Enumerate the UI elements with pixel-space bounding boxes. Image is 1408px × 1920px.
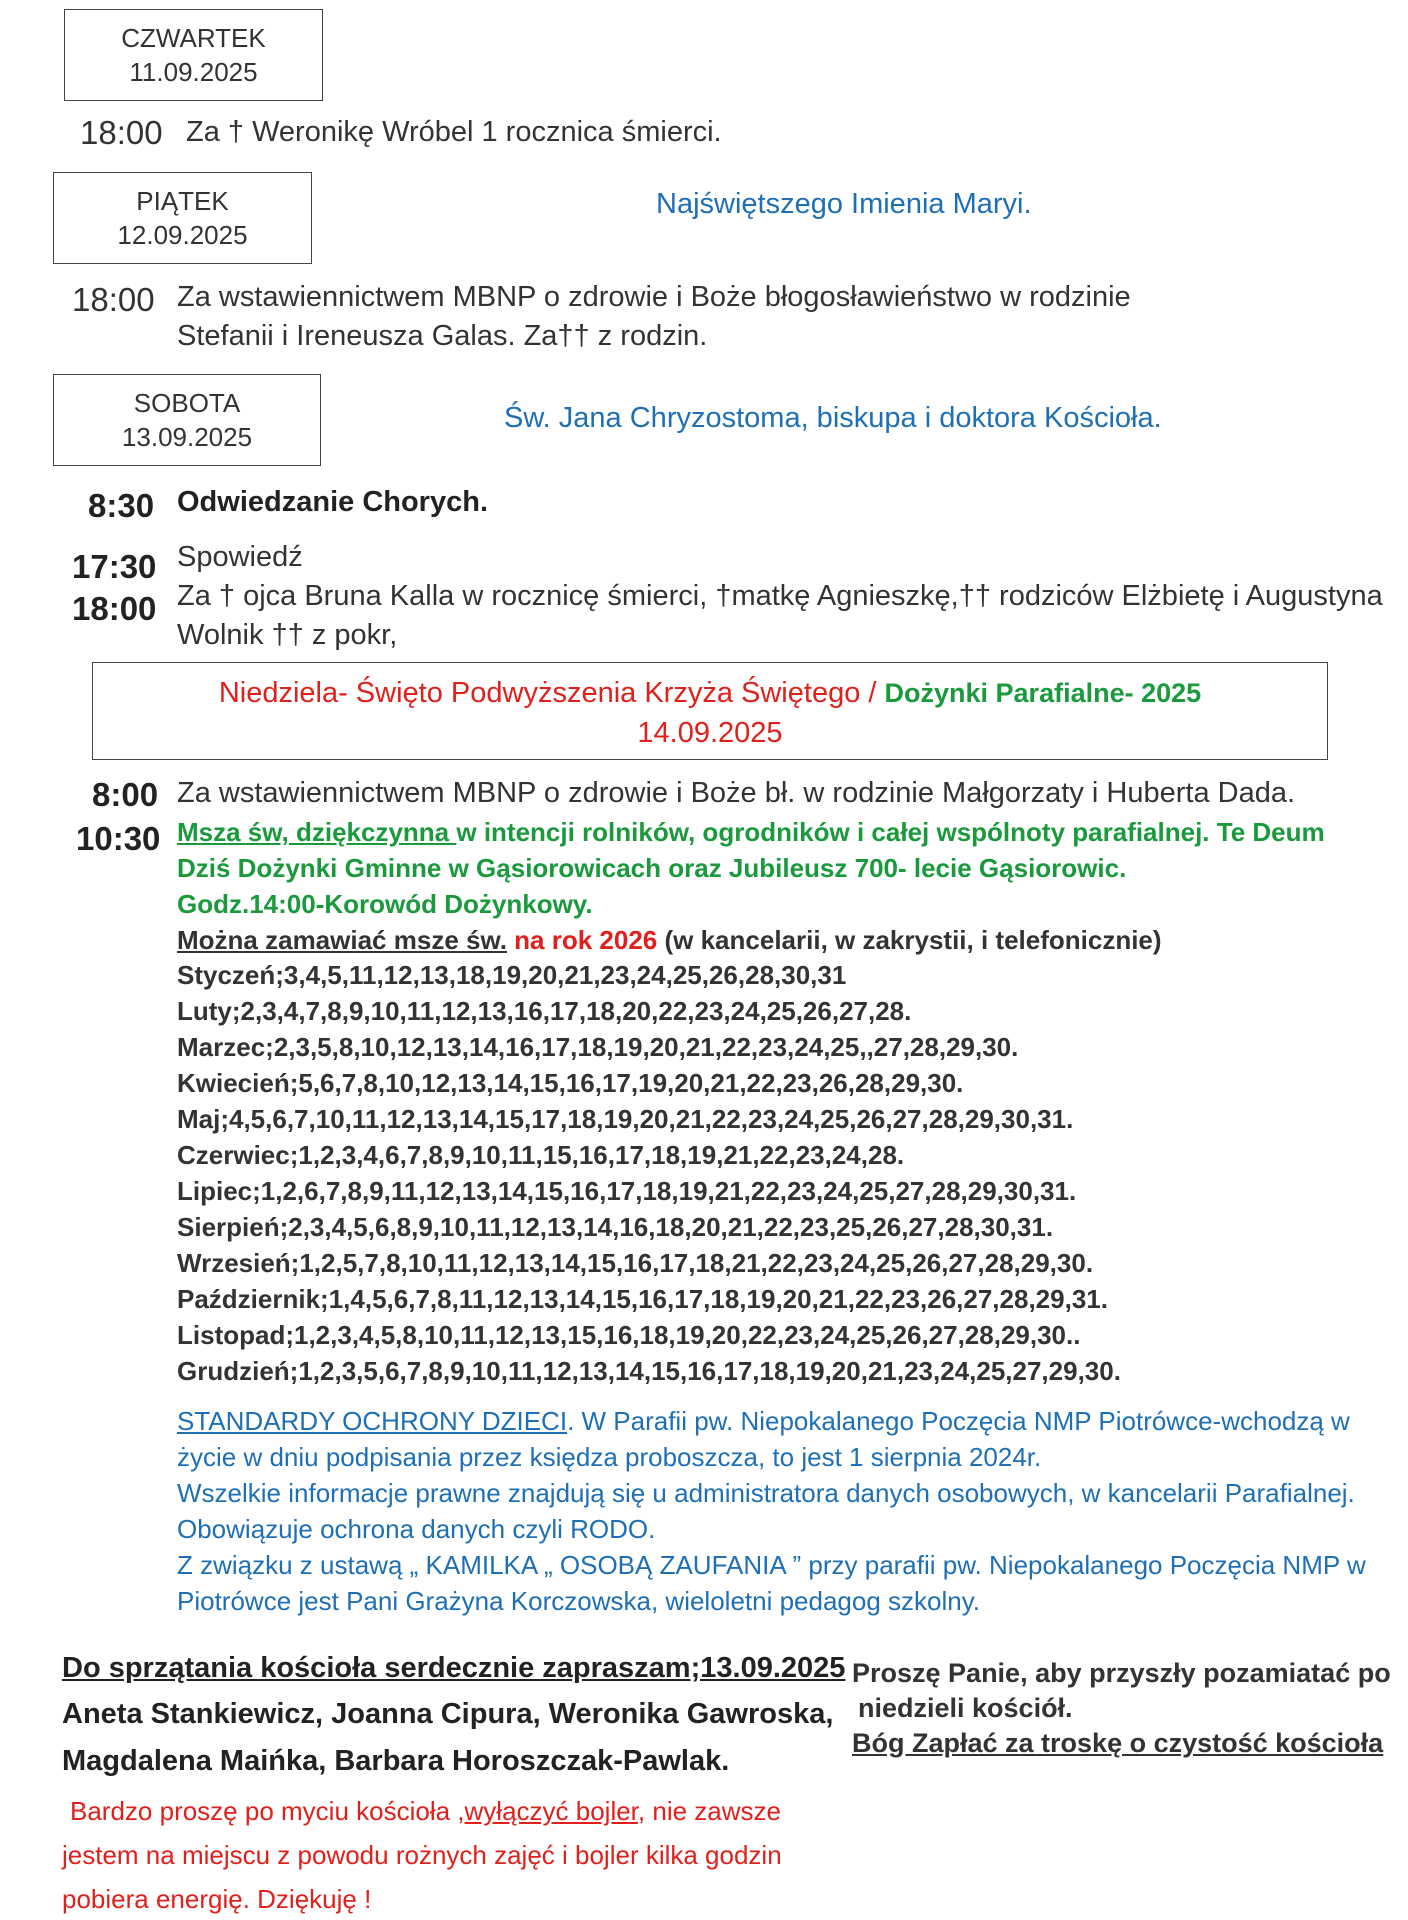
month-availability: Marzec;2,3,5,8,10,12,13,14,16,17,18,19,20,21,22,23,24,25,,27,28,29,30. [177,1032,1019,1062]
harvest-info: Dziś Dożynki Gminne w Gąsiorowicach oraz Jubileusz 700- lecie Gąsiorowic. [177,853,1127,883]
standards-link[interactable]: STANDARDY OCHRONY DZIECI [177,1406,568,1436]
thanks-text: Bóg Zapłać za troskę o czystość kościoła [852,1728,1384,1758]
cleaning-names-2: Magdalena Maińka, Barbara Horoszczak-Pawlak. [62,1745,730,1777]
orders-where: (w kancelarii, w zakrystii, i telefonicznie) [657,925,1162,955]
month-availability: Październik;1,4,5,6,7,8,11,12,13,14,15,16,17,18,19,20,21,22,23,26,27,28,29,31. [177,1284,1108,1314]
feast-title: Św. Jana Chryzostoma, biskupa i doktora Kościoła. [504,402,1162,434]
mass-intention-cont: Stefanii i Ireneusza Galas. Za†† z rodzin. [177,320,708,352]
feast-title: Najświętszego Imienia Maryi. [656,188,1032,220]
day-name: CZWARTEK [121,23,266,53]
standards-line-1 [177,1406,1350,1437]
boiler-note-2: jestem na miejscu z powodu rożnych zajęć i bojler kilka godzin [62,1840,782,1870]
boiler-note-3: pobiera energię. Dziękuję ! [62,1884,372,1914]
confession-text: Spowiedź [177,541,303,573]
standards-line-4: Obowiązuje ochrona danych czyli RODO. [177,1514,656,1544]
month-availability: Maj;4,5,6,7,10,11,12,13,14,15,17,18,19,20,21,22,23,24,25,26,27,28,29,30,31. [177,1104,1074,1134]
mass-time: 10:30 [76,820,161,857]
boiler-note-emphasis: wyłączyć bojler [464,1796,638,1826]
mass-intention: Za wstawiennictwem MBNP o zdrowie i Boże błogosławieństwo w rodzinie [177,281,1131,313]
time-visit: 8:30 [88,487,155,524]
month-availability: Kwiecień;5,6,7,8,10,12,13,14,15,16,17,19,20,21,22,23,26,28,29,30. [177,1068,964,1098]
standards-line-5: Z związku z ustawą „ KAMILKA „ OSOBĄ ZAUFANIA ” przy parafii pw. Niepokalanego Poczęcia NMP w [177,1550,1366,1580]
mass-intention: Za † Weronikę Wróbel 1 rocznica śmierci. [186,116,722,148]
month-availability: Grudzień;1,2,3,5,6,7,8,9,10,11,12,13,14,15,16,17,18,19,20,21,23,24,25,27,29,30. [177,1356,1121,1386]
mass-time: 18:00 [80,114,163,151]
month-availability: Styczeń;3,4,5,11,12,13,18,19,20,21,23,24,25,26,28,30,31 [177,960,847,990]
standards-line-6: Piotrówce jest Pani Grażyna Korczowska, wieloletni pedagog szkolny. [177,1586,981,1616]
time-confession: 17:30 [72,548,157,585]
mass-intention-cont: Wolnik †† z pokr, [177,619,398,651]
standards-line-2: życie w dniu podpisania przez księdza proboszcza, to jest 1 sierpnia 2024r. [177,1442,1042,1472]
thanksgiving-rest: w intencji rolników, ogrodników i całej wspólnoty parafialnej. Te Deum [456,817,1325,847]
mass-intention: Za wstawiennictwem MBNP o zdrowie i Boże bł. w rodzinie Małgorzaty i Huberta Dada. [177,777,1296,809]
standards-line-3: Wszelkie informacje prawne znajdują się u administratora danych osobowych, w kancelarii Parafialnej. [177,1478,1355,1508]
thanks-line [852,1728,1383,1759]
day-date: 13.09.2025 [121,422,253,452]
month-availability: Lipiec;1,2,6,7,8,9,11,12,13,14,15,16,17,18,19,21,22,23,24,25,27,28,29,30,31. [177,1176,1077,1206]
thanksgiving-label: Msza św, dziękczynna [177,817,457,847]
standards-text: . W Parafii pw. Niepokalanego Poczęcia NMP Piotrówce-wchodzą w [567,1406,1350,1436]
harvest-festival: Dożynki Parafialne- 2025 [884,678,1202,708]
mass-time: 18:00 [72,590,157,627]
sunday-date: 14.09.2025 [637,717,783,749]
boiler-note-start: Bardzo proszę po myciu kościoła , [70,1796,465,1826]
month-availability: Czerwiec;1,2,3,4,6,7,8,9,10,11,15,16,17,18,19,21,22,23,24,28. [177,1140,905,1170]
sunday-title [93,673,1327,713]
day-date: 11.09.2025 [129,57,258,87]
mass-time: 18:00 [72,281,155,318]
sunday-box [92,662,1328,760]
month-availability: Luty;2,3,4,7,8,9,10,11,12,13,16,17,18,20,22,23,24,25,26,27,28. [177,996,912,1026]
orders-year: na rok 2026 [506,925,658,955]
request-line-2: niedzieli kościół. [858,1693,1073,1723]
cleaning-heading-text: Do sprzątania kościoła serdecznie zapraszam;13.09.2025 [62,1652,846,1684]
day-date: 12.09.2025 [117,220,248,250]
request-line-1: Proszę Panie, aby przyszły pozamiatać po [852,1658,1391,1688]
boiler-note-1 [70,1796,781,1827]
day-box-friday [53,172,312,264]
mass-time: 8:00 [92,776,159,813]
month-availability: Sierpień;2,3,4,5,6,8,9,10,11,12,13,14,16,18,20,21,22,23,25,26,27,28,30,31. [177,1212,1054,1242]
mass-intention: Za † ojca Bruna Kalla w rocznicę śmierci, †matkę Agnieszkę,†† rodziców Elżbietę i Augustyna [177,580,1383,612]
day-name: PIĄTEK [136,186,229,216]
day-box-saturday [53,374,321,466]
cleaning-names-1: Aneta Stankiewicz, Joanna Cipura, Weronika Gawroska, [62,1698,834,1730]
day-box-thursday [64,9,323,101]
month-availability: Wrzesień;1,2,5,7,8,10,11,12,13,14,15,16,17,18,21,22,23,24,25,26,27,28,29,30. [177,1248,1094,1278]
cleaning-heading [62,1652,845,1685]
boiler-note-end: , nie zawsze [637,1796,781,1826]
orders-label: Można zamawiać msze św. [177,925,507,955]
orders-info [177,925,1162,956]
thanksgiving-mass [177,817,1325,848]
month-availability: Listopad;1,2,3,4,5,8,10,11,12,13,15,16,18,19,20,22,23,24,25,26,27,28,29,30.. [177,1320,1081,1350]
procession-info: Godz.14:00-Korowód Dożynkowy. [177,889,593,919]
sunday-feast: Niedziela- Święto Podwyższenia Krzyża Świętego / [218,677,877,709]
day-name: SOBOTA [133,388,241,418]
visit-text: Odwiedzanie Chorych. [177,486,488,518]
